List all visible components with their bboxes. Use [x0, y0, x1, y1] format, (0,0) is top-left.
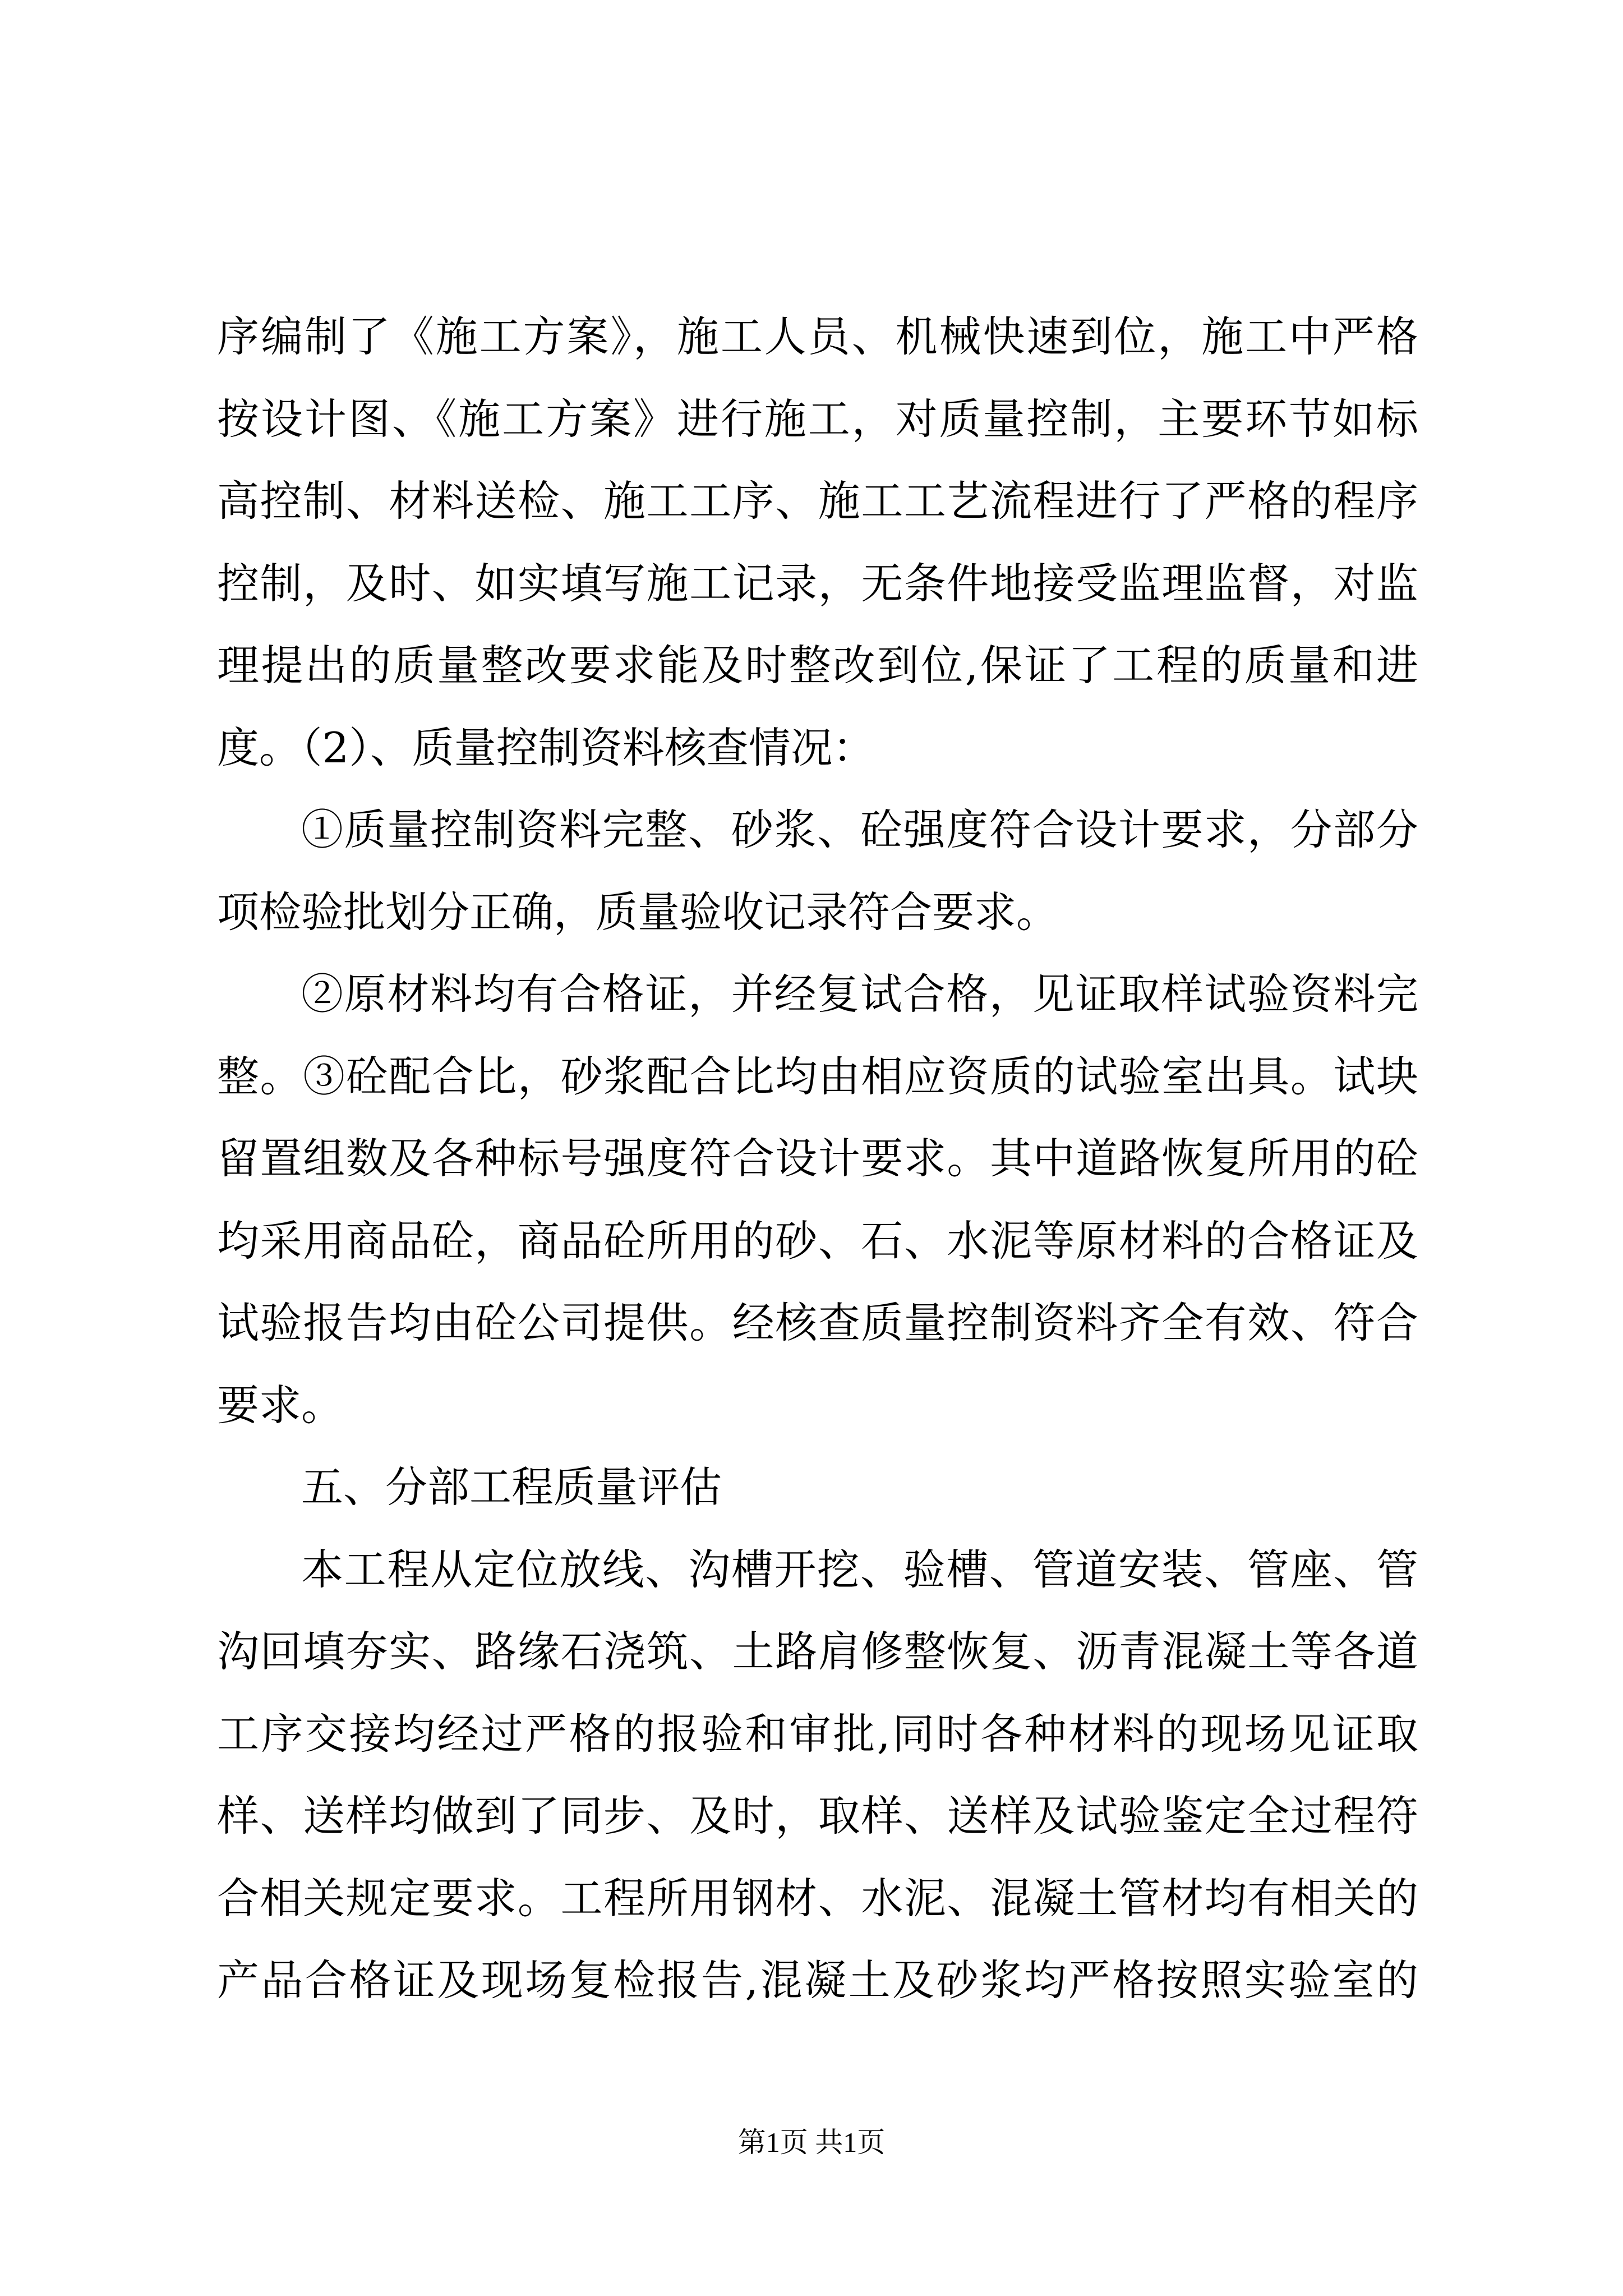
text-line: 整。③砼配合比，砂浆配合比均由相应资质的试验室出具。试块	[217, 1051, 1418, 1101]
paragraph-quality-assessment	[217, 1529, 1418, 2022]
paragraph-item-2-3	[217, 953, 1418, 1446]
paragraph-construction-control	[217, 296, 1418, 789]
text-line: 沟回填夯实、路缘石浇筑、土路肩修整恢复、沥青混凝土等各道	[217, 1627, 1418, 1676]
text-line: 本工程从定位放线、沟槽开挖、验槽、管道安装、管座、管	[301, 1544, 1418, 1594]
text-line: 序编制了《施工方案》，施工人员、机械快速到位，施工中严格	[217, 312, 1418, 361]
text-line: 留置组数及各种标号强度符合设计要求。其中道路恢复所用的砼	[217, 1134, 1418, 1183]
text-line: 要求。	[217, 1380, 344, 1430]
text-line: 理提出的质量整改要求能及时整改到位,保证了工程的质量和进	[217, 641, 1418, 690]
text-line: 工序交接均经过严格的报验和审批,同时各种材料的现场见证取	[217, 1709, 1418, 1759]
text-line: 均采用商品砼，商品砼所用的砂、石、水泥等原材料的合格证及	[217, 1216, 1418, 1266]
text-line: ①质量控制资料完整、砂浆、砼强度符合设计要求，分部分	[301, 805, 1418, 854]
page-number-footer: 第1页 共1页	[737, 2127, 886, 2158]
text-line: 控制，及时、如实填写施工记录，无条件地接受监理监督，对监	[217, 558, 1418, 608]
text-line: 样、送样均做到了同步、及时，取样、送样及试验鉴定全过程符	[217, 1791, 1418, 1841]
text-line: 项检验批划分正确，质量验收记录符合要求。	[217, 887, 1059, 937]
section-heading	[217, 1446, 1418, 1529]
text-line: 产品合格证及现场复检报告,混凝土及砂浆均严格按照实验室的	[217, 1955, 1418, 2005]
paragraph-item-1	[217, 789, 1418, 953]
text-line: 高控制、材料送检、施工工序、施工工艺流程进行了严格的程序	[217, 476, 1418, 526]
text-line: 试验报告均由砼公司提供。经核查质量控制资料齐全有效、符合	[217, 1298, 1418, 1347]
section-heading-text: 五、分部工程质量评估	[301, 1462, 722, 1512]
text-line: 合相关规定要求。工程所用钢材、水泥、混凝土管材均有相关的	[217, 1873, 1418, 1923]
text-line: ②原材料均有合格证，并经复试合格，见证取样试验资料完	[301, 969, 1418, 1019]
text-line: 按设计图、《施工方案》进行施工，对质量控制，主要环节如标	[217, 394, 1418, 444]
body-text	[217, 296, 1418, 2022]
text-line: 度。（2）、质量控制资料核查情况：	[217, 723, 875, 772]
